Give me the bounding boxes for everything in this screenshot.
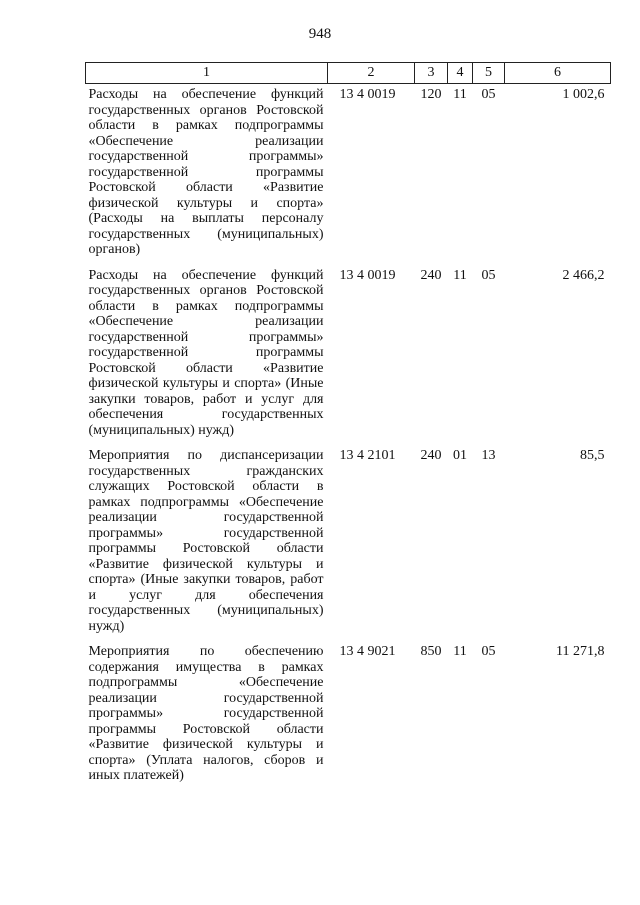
header-col-1: 1 (86, 63, 328, 84)
row-code: 13 4 0019 (339, 267, 396, 283)
row-col-5: 13 (481, 448, 496, 463)
row-col-3: 240 (420, 448, 442, 463)
row-amount: 85,5 (580, 448, 605, 463)
header-col-4: 4 (448, 63, 473, 84)
row-description: Расходы на обеспечение функций государственных органов Ростовской области в рамках подпрограммы «Обеспечение реализации государственной программы» государственной программы Ростовской области «Развитие физической культуры и спорта» (Расходы на выплаты персоналу государственных (муниципальных) органов) (88, 87, 324, 257)
row-col-3: 240 (420, 267, 442, 283)
row-col-3: 850 (420, 644, 442, 659)
row-amount: 1 002,6 (562, 87, 605, 102)
header-col-6: 6 (505, 63, 611, 84)
page-number: 948 (308, 26, 332, 42)
row-description: Расходы на обеспечение функций государственных органов Ростовской области в рамках подпрограммы «Обеспечение реализации государственной программы» государственной программы Ростовской области «Развитие физической культуры и спорта» (Иные закупки товаров, работ и услуг для обеспечения государственных (муниципальных) нужд) (88, 267, 324, 438)
row-code: 13 4 0019 (339, 87, 396, 102)
row-col-4: 11 (453, 644, 467, 659)
header-row (86, 63, 611, 84)
header-col-3: 3 (415, 63, 448, 84)
table-header (86, 63, 611, 84)
row-code: 13 4 9021 (339, 644, 396, 659)
row-amount: 11 271,8 (556, 644, 605, 659)
row-col-4: 11 (453, 87, 467, 102)
row-col-5: 05 (481, 87, 496, 102)
header-col-5: 5 (473, 63, 505, 84)
row-col-5: 05 (481, 267, 496, 283)
table-row (86, 445, 611, 641)
table-row (86, 84, 611, 265)
header-col-2: 2 (328, 63, 415, 84)
row-description: Мероприятия по диспансеризации государственных гражданских служащих Ростовской области в рамках подпрограммы «Обеспечение реализации государственной программы» государственной программы Ростовской области «Развитие физической культуры и спорта» (Иные закупки товаров, работ и услуг для обеспечения государственных (муниципальных) нужд) (88, 448, 324, 634)
budget-table (85, 62, 611, 791)
row-col-5: 05 (481, 644, 496, 659)
row-col-4: 01 (453, 448, 467, 463)
row-amount: 2 466,2 (562, 267, 605, 283)
row-col-4: 11 (453, 267, 467, 283)
table-body (86, 84, 611, 791)
table-row (86, 265, 611, 446)
row-col-3: 120 (420, 87, 442, 102)
row-code: 13 4 2101 (339, 448, 396, 463)
row-description: Мероприятия по обеспечению содержания имущества в рамках подпрограммы «Обеспечение реализации государственной программы» государственной программы Ростовской области «Развитие физической культуры и спорта» (Уплата налогов, сборов и иных платежей) (88, 644, 324, 783)
table-row (86, 641, 611, 791)
